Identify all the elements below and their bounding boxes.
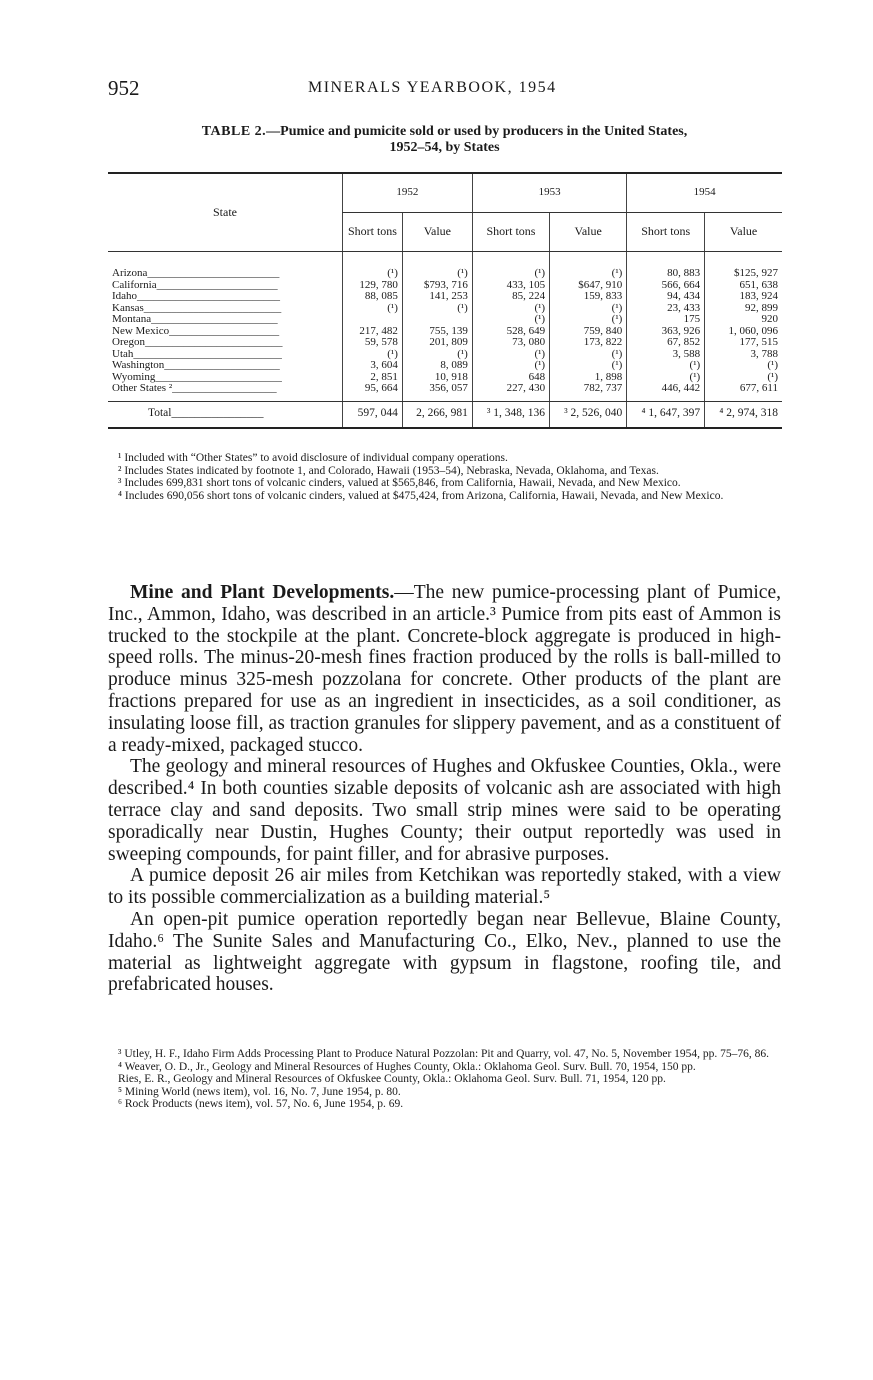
value-cell: (¹) xyxy=(550,349,627,361)
pumice-table xyxy=(108,172,782,429)
year-header-1954: 1954 xyxy=(627,173,782,213)
value-cell: 88, 085 xyxy=(343,291,403,303)
state-cell: Idaho__________________________ xyxy=(112,290,281,302)
year-header-1952: 1952 xyxy=(343,173,473,213)
total-cell: ⁴ 2, 974, 318 xyxy=(705,401,782,428)
value-cell: $793, 716 xyxy=(402,280,472,292)
value-cell: 129, 780 xyxy=(343,280,403,292)
value-cell: (¹) xyxy=(402,349,472,361)
value-cell: $647, 910 xyxy=(550,280,627,292)
value-cell: 759, 840 xyxy=(550,326,627,338)
value-cell: 59, 578 xyxy=(343,337,403,349)
table-label: TABLE 2. xyxy=(201,124,267,139)
value-cell: 23, 433 xyxy=(627,303,705,315)
value-cell: (¹) xyxy=(343,303,403,315)
value-cell: 363, 926 xyxy=(627,326,705,338)
total-cell: ³ 2, 526, 040 xyxy=(550,401,627,428)
total-cell: 2, 266, 981 xyxy=(402,401,472,428)
unit-header: Value xyxy=(402,213,472,252)
value-cell: 217, 482 xyxy=(343,326,403,338)
state-cell: Washington_____________________ xyxy=(112,359,280,371)
value-cell: 566, 664 xyxy=(627,280,705,292)
value-cell: 67, 852 xyxy=(627,337,705,349)
year-header-1953: 1953 xyxy=(472,173,626,213)
state-cell: Montana_______________________ xyxy=(112,313,278,325)
section-heading: Mine and Plant Developments. xyxy=(130,582,395,603)
value-cell xyxy=(343,314,403,326)
table-footnote: ⁴ Includes 690,056 short tons of volcanic cinders, valued at $475,424, from Arizona, California, Hawaii, Nevada, and New Mexico. xyxy=(118,489,724,502)
value-cell: (¹) xyxy=(705,372,782,384)
state-cell: California______________________ xyxy=(112,278,278,291)
value-cell: 3, 588 xyxy=(627,349,705,361)
value-cell: (¹) xyxy=(550,252,627,280)
value-cell: 446, 442 xyxy=(627,383,705,401)
unit-header: Value xyxy=(705,213,782,252)
paragraph xyxy=(108,582,781,756)
table-row xyxy=(108,314,782,326)
paragraph-text: —The new pumice-processing plant of Pumice, Inc., Ammon, Idaho, was described in an article.³ Pumice from pits east of Ammon is trucked to the stockpile at the plant. Concrete-block aggregate is produced in high-speed rolls. The minus-20-mesh fines fraction produced by the rolls is ball-milled to produce minus 325-mesh pozzolana for concrete. Other products of the plant are fractions prepared for use as an ingredient in insecticides, as a soil conditioner, as insulating loose fill, as traction granules for slippery pavement, and as a constituent of a ready-mixed, packaged stucco. xyxy=(108,582,781,756)
value-cell: (¹) xyxy=(402,303,472,315)
value-cell: 356, 057 xyxy=(402,383,472,401)
total-cell: ³ 1, 348, 136 xyxy=(472,401,549,428)
table-footnote: ³ Includes 699,831 short tons of volcanic cinders, valued at $565,846, from California, Hawaii, Nevada, and New Mexico. xyxy=(118,477,681,489)
unit-header: Short tons xyxy=(472,213,549,252)
body-text xyxy=(108,582,781,996)
value-cell: 80, 883 xyxy=(627,252,705,280)
value-cell: (¹) xyxy=(472,314,549,326)
table-footnotes xyxy=(108,452,781,502)
value-cell: (¹) xyxy=(705,360,782,372)
value-cell: (¹) xyxy=(550,314,627,326)
paragraph: The geology and mineral resources of Hughes and Okfuskee Counties, Okla., were described.⁴ In both counties sizable deposits of volcanic ash are associated with high terrace clay and sand deposits. Two small strip mines were said to be operating sporadically near Dustin, Hughes County; their output reportedly was used in sweeping compounds, for paint filler, and for abrasive purposes. xyxy=(108,756,781,865)
value-cell: 8, 089 xyxy=(402,360,472,372)
table-title-line-2: 1952–54, by States xyxy=(389,140,500,155)
value-cell: 3, 604 xyxy=(343,360,403,372)
value-cell: (¹) xyxy=(627,360,705,372)
value-cell xyxy=(402,314,472,326)
value-cell: 175 xyxy=(627,314,705,326)
total-cell: 597, 044 xyxy=(343,401,403,428)
unit-header: Value xyxy=(550,213,627,252)
value-cell: 73, 080 xyxy=(472,337,549,349)
value-cell: 85, 224 xyxy=(472,291,549,303)
table-footnote: ² Includes States indicated by footnote 1, and Colorado, Hawaii (1953–54), Nebraska, Nevada, Oklahoma, and Texas. xyxy=(118,464,659,477)
value-cell: (¹) xyxy=(472,349,549,361)
table-row xyxy=(108,252,782,280)
table-row xyxy=(108,337,782,349)
paragraph: A pumice deposit 26 air miles from Ketchikan was reportedly staked, with a view to its possible commercialization as a building material.⁵ xyxy=(108,865,781,909)
total-cell: ⁴ 1, 647, 397 xyxy=(627,401,705,428)
page-number: 952 xyxy=(108,76,140,100)
reference: ⁶ Rock Products (news item), vol. 57, No. 6, June 1954, p. 69. xyxy=(118,1098,404,1110)
state-cell: Other States ²___________________ xyxy=(108,383,343,401)
value-cell: (¹) xyxy=(627,372,705,384)
value-cell: (¹) xyxy=(402,252,472,280)
value-cell: 227, 430 xyxy=(472,383,549,401)
reference-footnotes xyxy=(108,1048,781,1111)
value-cell: $125, 927 xyxy=(705,252,782,280)
state-column-header: State xyxy=(108,173,343,252)
value-cell: 677, 611 xyxy=(705,383,782,401)
state-cell: Arizona________________________ xyxy=(112,267,280,279)
state-cell: New Mexico____________________ xyxy=(112,324,280,337)
value-cell: 2, 851 xyxy=(343,372,403,384)
page-header xyxy=(108,76,781,102)
value-cell: (¹) xyxy=(472,252,549,280)
value-cell: (¹) xyxy=(343,349,403,361)
value-cell: (¹) xyxy=(550,360,627,372)
value-cell: 920 xyxy=(705,314,782,326)
state-cell: Kansas_________________________ xyxy=(112,301,282,314)
table-title xyxy=(108,124,781,156)
running-head: MINERALS YEARBOOK, 1954 xyxy=(308,79,557,96)
value-cell: 92, 899 xyxy=(705,303,782,315)
table-title-line-1 xyxy=(108,124,781,140)
value-cell: 1, 898 xyxy=(550,372,627,384)
state-cell: Wyoming_______________________ xyxy=(112,370,282,383)
value-cell: (¹) xyxy=(472,303,549,315)
table-footnote: ¹ Included with “Other States” to avoid disclosure of individual company operations. xyxy=(118,452,508,464)
value-cell: 528, 649 xyxy=(472,326,549,338)
unit-header: Short tons xyxy=(627,213,705,252)
table-row xyxy=(108,291,782,303)
table-title-text: —Pumice and pumicite sold or used by producers in the United States, xyxy=(266,124,688,139)
state-cell: Utah___________________________ xyxy=(112,347,282,360)
value-cell: 1, 060, 096 xyxy=(705,326,782,338)
value-cell: 177, 515 xyxy=(705,337,782,349)
paragraph: An open-pit pumice operation reportedly began near Bellevue, Blaine County, Idaho.⁶ The Sunite Sales and Manufacturing Co., Elko, Nev., planned to use the material as lightweight aggregate with gypsum in flagstone, roofing tile, and prefabricated houses. xyxy=(108,908,781,996)
value-cell: 173, 822 xyxy=(550,337,627,349)
value-cell: 3, 788 xyxy=(705,349,782,361)
reference: Ries, E. R., Geology and Mineral Resources of Okfuskee County, Okla.: Oklahoma Geol. Surv. Bull. 71, 1954, 120 pp. xyxy=(118,1073,666,1085)
value-cell: 782, 737 xyxy=(550,383,627,401)
value-cell: 433, 105 xyxy=(472,280,549,292)
value-cell: 755, 139 xyxy=(402,326,472,338)
value-cell: (¹) xyxy=(550,303,627,315)
value-cell: 141, 253 xyxy=(402,291,472,303)
reference: ⁵ Mining World (news item), vol. 16, No. 7, June 1954, p. 80. xyxy=(118,1085,401,1098)
value-cell: 10, 918 xyxy=(402,372,472,384)
value-cell: 648 xyxy=(472,372,549,384)
table-total-row xyxy=(108,401,782,428)
reference: ⁴ Weaver, O. D., Jr., Geology and Mineral Resources of Hughes County, Okla.: Oklahoma Geol. Surv. Bull. 70, 1954, 150 pp. xyxy=(118,1060,696,1073)
unit-header: Short tons xyxy=(343,213,403,252)
value-cell: 95, 664 xyxy=(343,383,403,401)
value-cell: 159, 833 xyxy=(550,291,627,303)
total-label: Total________________ xyxy=(108,401,343,428)
table-row xyxy=(108,383,782,401)
value-cell: 201, 809 xyxy=(402,337,472,349)
table-row xyxy=(108,360,782,372)
value-cell: (¹) xyxy=(343,252,403,280)
state-cell: Oregon_________________________ xyxy=(112,336,283,348)
value-cell: 94, 434 xyxy=(627,291,705,303)
value-cell: 183, 924 xyxy=(705,291,782,303)
value-cell: (¹) xyxy=(472,360,549,372)
value-cell: 651, 638 xyxy=(705,280,782,292)
reference: ³ Utley, H. F., Idaho Firm Adds Processing Plant to Produce Natural Pozzolan: Pit and Quarry, vol. 47, No. 5, November 1954, pp. 75–76, 86. xyxy=(118,1048,770,1060)
